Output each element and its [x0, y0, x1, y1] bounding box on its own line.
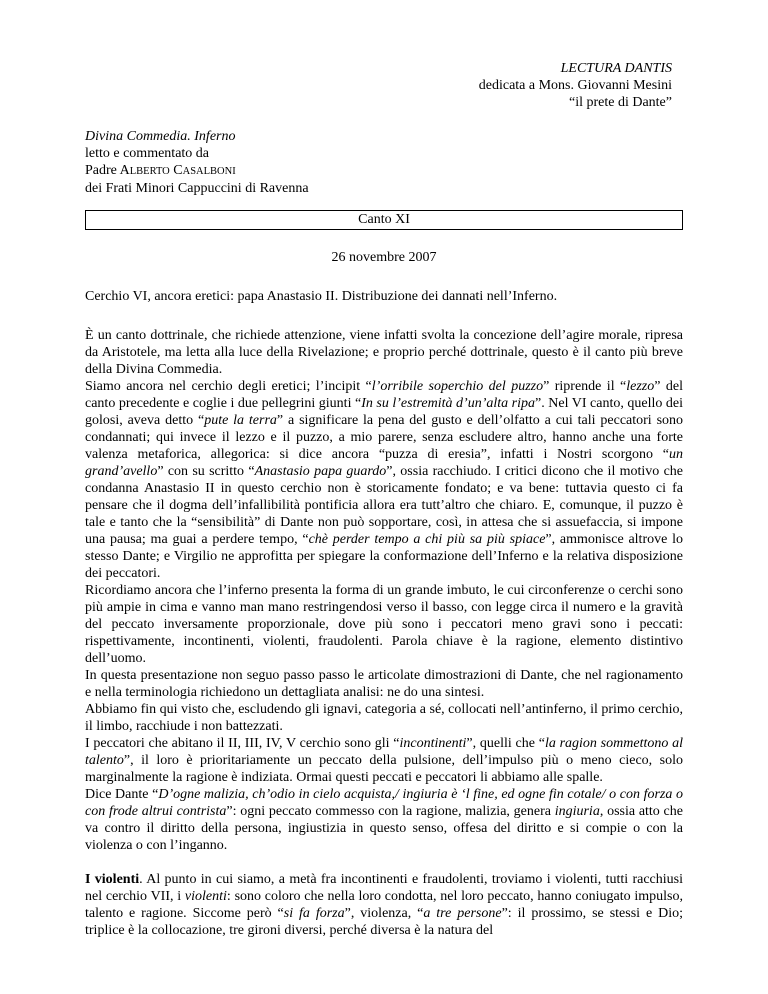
author-block	[85, 128, 309, 197]
series-title: LECTURA DANTIS	[560, 61, 672, 76]
author-last-initial: C	[173, 163, 183, 178]
paragraph-7: Dice Dante “D’ogne malizia, ch’odio in cielo acquista,/ ingiuria è ‘l fine, ed ogne fin cotale/ o con forza o con frode altrui contrista”: ogni peccato commesso con la ragione, malizia, genera ingiuria, ossia atto che va contro il diritto della persona, ingiustizia in questo senso, offesa del diritto e si compie o con la violenza o con l’inganno.	[85, 787, 683, 853]
nickname-line: “il prete di Dante”	[568, 95, 672, 110]
canto-subtitle: Cerchio VI, ancora eretici: papa Anastasio II. Distribuzione dei dannati nell’Inferno.	[85, 289, 558, 304]
body-text	[85, 327, 683, 939]
lecture-date: 26 novembre 2007	[331, 250, 437, 265]
paragraph-6: I peccatori che abitano il II, III, IV, V cerchio sono gli “incontinenti”, quelli che “la ragion sommettono al talento”, il loro è prioritariamente un peccato della pulsione, dell’impulso più o meno cieco, solo marginalmente la ragione è indiziata. Ormai questi peccati e peccatori li abbiamo alle spalle.	[85, 736, 683, 785]
read-by-line: letto e commentato da	[85, 146, 210, 161]
author-last-rest: ASALBONI	[182, 166, 236, 177]
paragraph-1: È un canto dottrinale, che richiede attenzione, viene infatti svolta la concezione dell’agire morale, ripresa da Aristotele, ma letta alla luce della Rivelazione; e proprio perché dottrinale, questo è il canto più breve della Divina Commedia.	[85, 328, 683, 377]
author-first-rest: LBERTO	[129, 166, 170, 177]
canto-heading: Canto XI	[85, 210, 683, 230]
paragraph-4: In questa presentazione non seguo passo passo le articolate dimostrazioni di Dante, che nel ragionamento e nella terminologia richiedono un dettagliata analisi: ne do una sintesi.	[85, 668, 683, 700]
work-title: Divina Commedia. Inferno	[85, 129, 236, 144]
dedication-block	[479, 60, 672, 111]
paragraph-3: Ricordiamo ancora che l’inferno presenta la forma di un grande imbuto, le cui circonferenze o cerchi sono più ampie in cima e vanno man mano restringendosi verso il basso, con legge circa il numero e la gravità del peccato inversamente proporzionale, dove più sono i peccatori meno gravi sono i peccati: rispettivamente, incontinenti, violenti, fraudolenti. Parola chiave è la ragione, elemento distintivo dell’uomo.	[85, 583, 683, 666]
section-heading-violenti: I violenti	[85, 872, 140, 887]
paragraph-5: Abbiamo fin qui visto che, escludendo gli ignavi, categoria a sé, collocati nell’antinferno, il primo cerchio, il limbo, racchiude i non battezzati.	[85, 702, 683, 734]
author-first-initial: A	[119, 163, 130, 178]
dedication-line: dedicata a Mons. Giovanni Mesini	[478, 78, 672, 93]
author-name	[85, 162, 309, 180]
author-title: Padre	[85, 163, 117, 178]
paragraph-2: Siamo ancora nel cerchio degli eretici; l’incipit “l’orribile soperchio del puzzo” riprende il “lezzo” del canto precedente e coglie i due pellegrini giunti “In su l’estremità d’un’alta ripa”. Nel VI canto, quello dei golosi, aveva detto “pute la terra” a significare la pena del gusto e dell’olfatto a cui tali peccatori sono condannati; qui invece il lezzo e il puzzo, a mio parere, senza escludere altro, hanno anche una forte valenza metaforica, allegorica: si dice ancora “puzza di eresia”, infatti i Nostri scorgono “un grand’avello” con su scritto “Anastasio papa guardo”, ossia racchiudo. I critici dicono che il motivo che condanna Anastasio II in questo cerchio non è storicamente fondato; e va bene: tuttavia questo ci fa pensare che il dogma dell’infallibilità pontificia allora era tutt’altro che chiaro. E, comunque, il puzzo è tale e tanto che la “sensibilità” di Dante non può sopportare, così, in attesa che si assuefaccia, si impone una pausa; ma guai a perdere tempo, “chè perder tempo a chi più sa più spiace”, ammonisce altrove lo stesso Dante; e Virgilio ne approfitta per spiegare la conformazione dell’Inferno e la relativa disposizione dei peccatori.	[85, 379, 684, 581]
order-line: dei Frati Minori Cappuccini di Ravenna	[85, 181, 309, 196]
paragraph-8: I violenti. Al punto in cui siamo, a metà fra incontinenti e fraudolenti, troviamo i violenti, tutti racchiusi nel cerchio VII, i violenti: sono coloro che nella loro condotta, nel loro peccato, hanno coniugato impulso, talento e ragione. Siccome però “si fa forza”, violenza, “a tre persone”: il prossimo, se stessi e Dio; triplice è la collocazione, tre gironi diversi, perché diversa è la natura del	[85, 872, 684, 938]
